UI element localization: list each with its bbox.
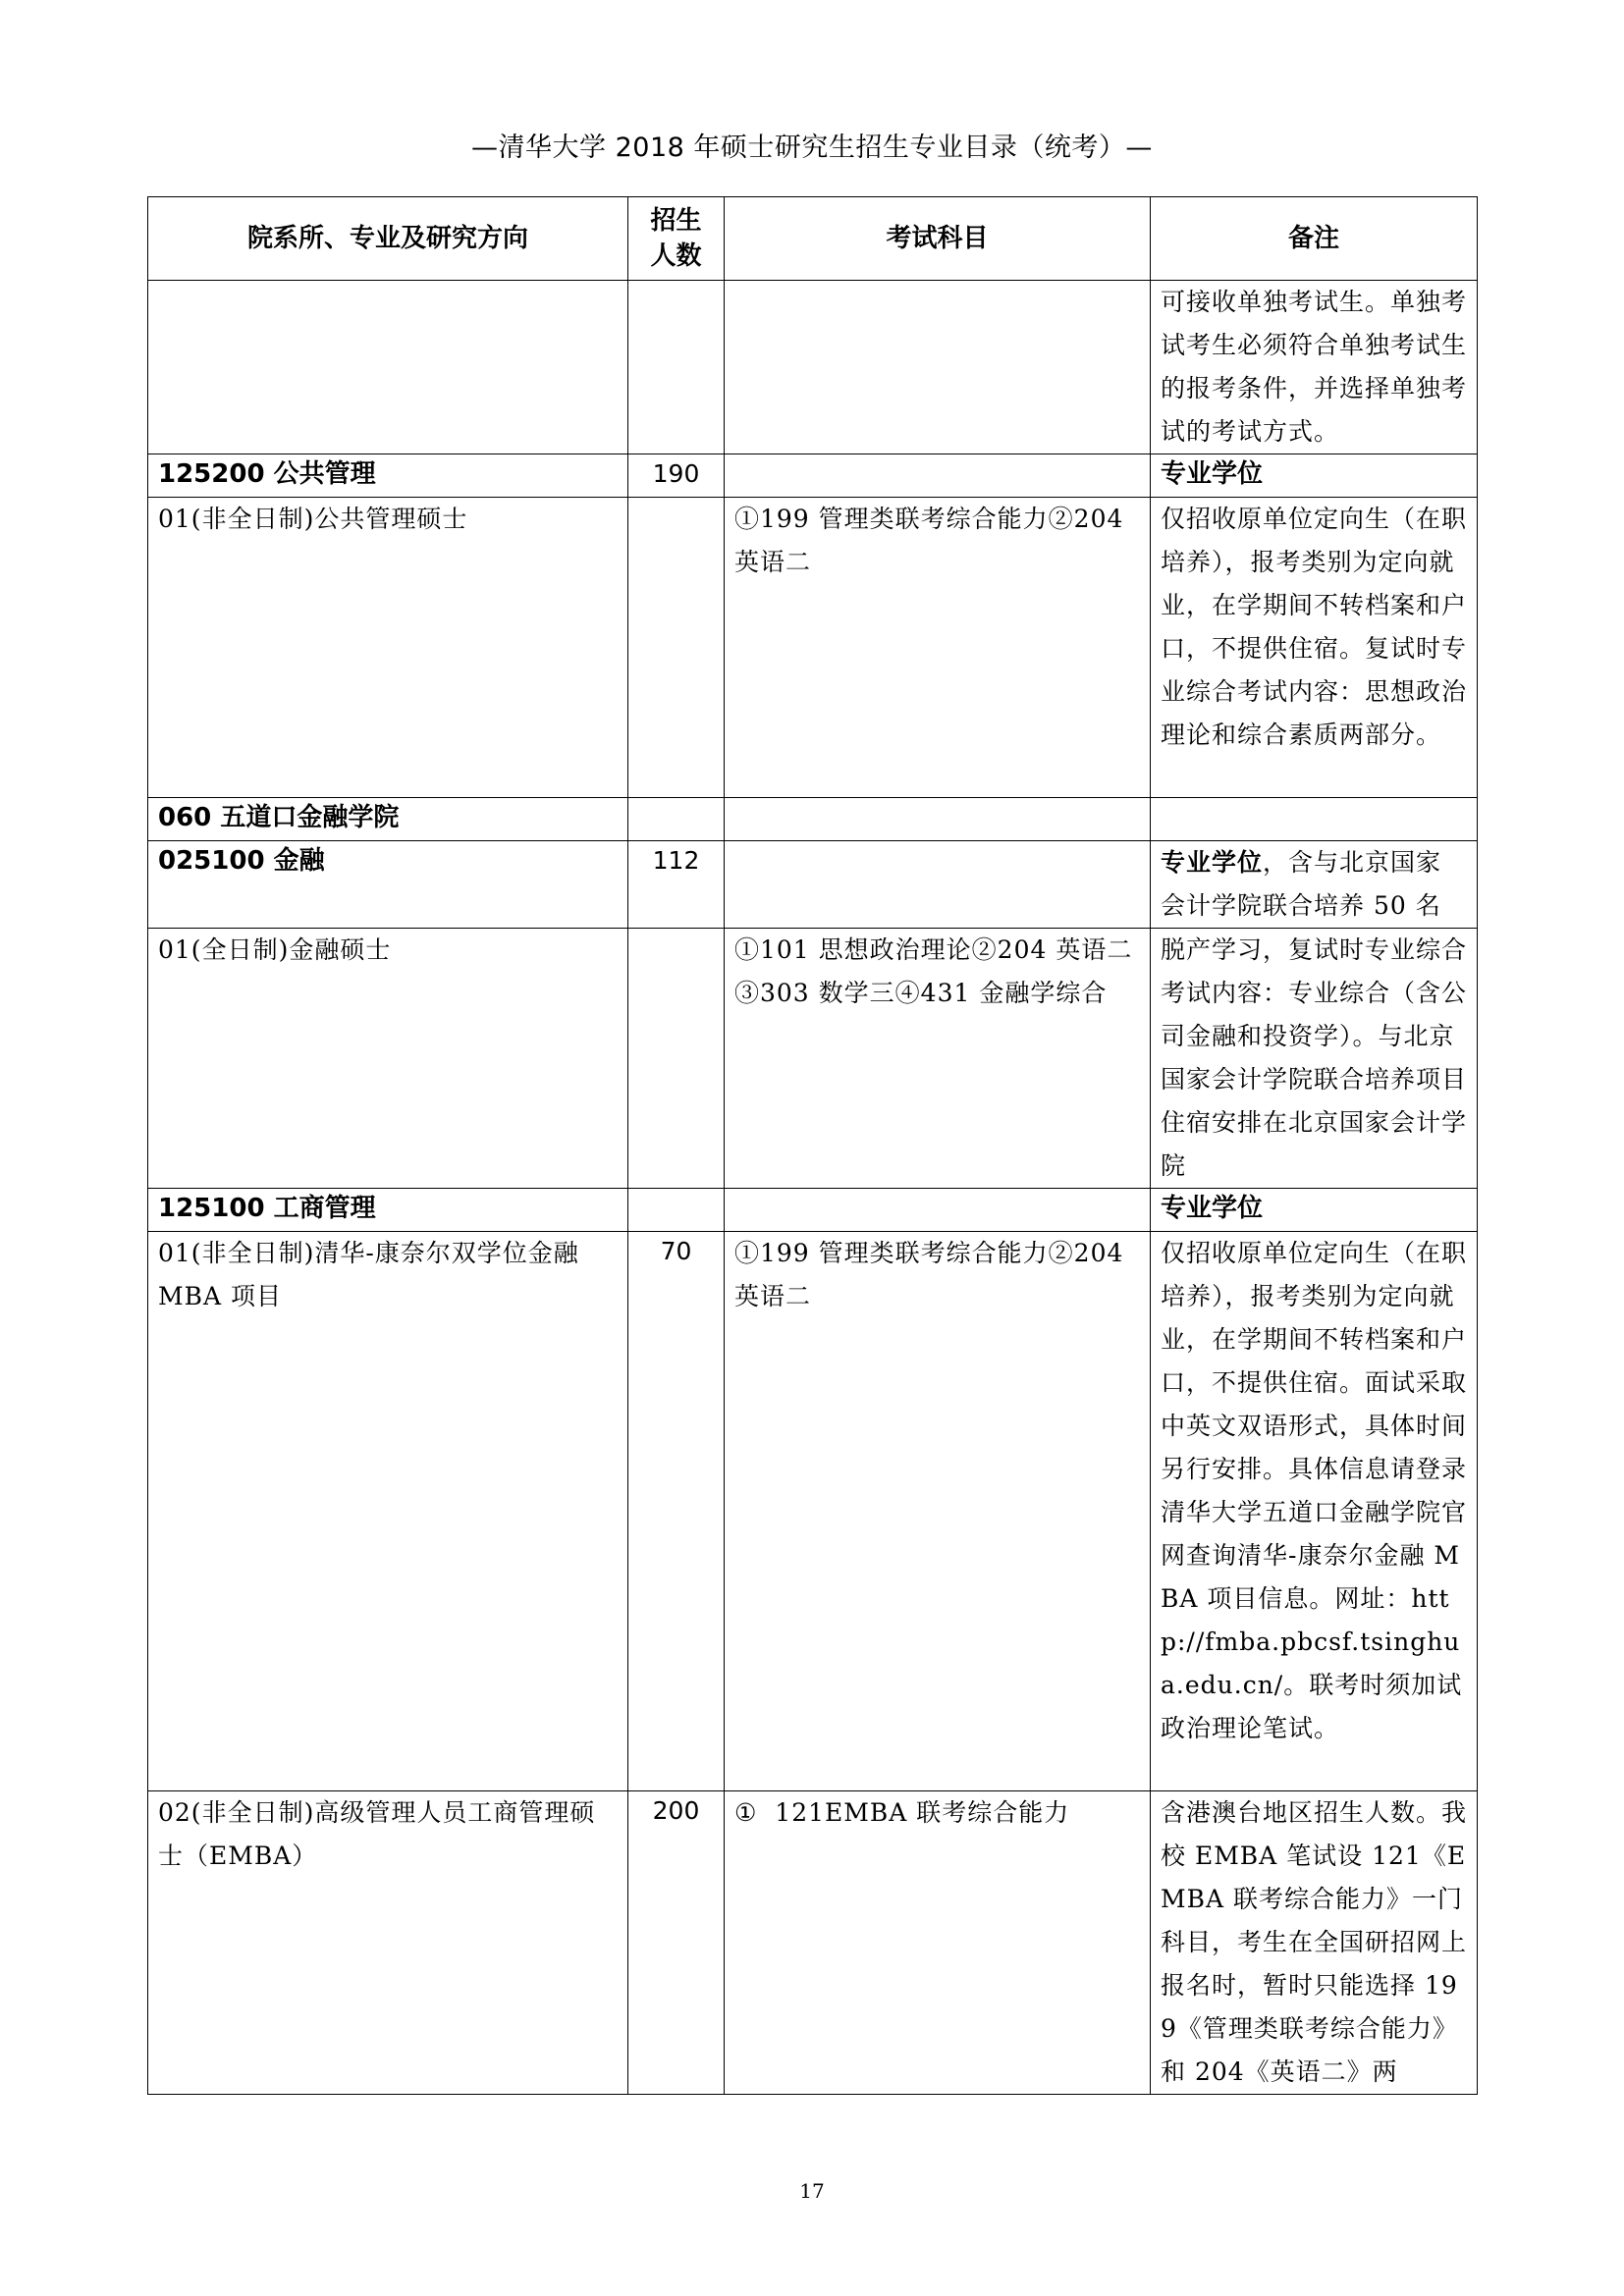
cell-major: 01(非全日制)清华-康奈尔双学位金融 MBA 项目: [148, 1232, 628, 1791]
cell-major: 060 五道口金融学院: [148, 798, 628, 841]
cell-subjects: [725, 454, 1151, 498]
table-row: [148, 1232, 1478, 1791]
table-row: [148, 841, 1478, 929]
cell-major: [148, 281, 628, 454]
header-major: 院系所、专业及研究方向: [148, 197, 628, 281]
cell-count: [628, 281, 725, 454]
note-degree-type: 专业学位: [1161, 848, 1264, 877]
cell-note: [1151, 798, 1478, 841]
cell-subjects: ①199 管理类联考综合能力②204 英语二: [725, 498, 1151, 798]
table-row: [148, 498, 1478, 798]
catalog-table: [147, 196, 1478, 2095]
cell-subjects: [725, 841, 1151, 929]
cell-major: 125200 公共管理: [148, 454, 628, 498]
cell-subjects: [725, 798, 1151, 841]
cell-note: 可接收单独考试生。单独考试考生必须符合单独考试生的报考条件，并选择单独考试的考试方式。: [1151, 281, 1478, 454]
cell-subjects: [725, 281, 1151, 454]
table-row: [148, 281, 1478, 454]
cell-subjects: [725, 1189, 1151, 1232]
cell-major: 01(非全日制)公共管理硕士: [148, 498, 628, 798]
cell-note: [1151, 841, 1478, 929]
cell-note: 含港澳台地区招生人数。我校 EMBA 笔试设 121《EMBA 联考综合能力》一门科目，考生在全国研招网上报名时，暂时只能选择 199《管理类联考综合能力》和 204《英语二》两: [1151, 1791, 1478, 2095]
table-row: [148, 1791, 1478, 2095]
table-row: [148, 1189, 1478, 1232]
note-detail: ，含与北京国家会计学院联合培养 50 名: [1161, 848, 1442, 920]
cell-count: 70: [628, 1232, 725, 1791]
cell-note: 仅招收原单位定向生（在职培养），报考类别为定向就业，在学期间不转档案和户口，不提供住宿。复试时专业综合考试内容：思想政治理论和综合素质两部分。: [1151, 498, 1478, 798]
cell-major: 025100 金融: [148, 841, 628, 929]
cell-major: 01(全日制)金融硕士: [148, 929, 628, 1189]
header-count: 招生人数: [628, 197, 725, 281]
cell-note: 仅招收原单位定向生（在职培养），报考类别为定向就业，在学期间不转档案和户口，不提供住宿。面试采取中英文双语形式，具体时间另行安排。具体信息请登录清华大学五道口金融学院官网查询清华-康奈尔金融 MBA 项目信息。网址：http://fmba.pbcsf.tsinghua.edu.cn/。联考时须加试政治理论笔试。: [1151, 1232, 1478, 1791]
cell-note: 脱产学习，复试时专业综合考试内容：专业综合（含公司金融和投资学）。与北京国家会计学院联合培养项目住宿安排在北京国家会计学院: [1151, 929, 1478, 1189]
cell-subjects: ① 121EMBA 联考综合能力: [725, 1791, 1151, 2095]
page-title: —清华大学 2018 年硕士研究生招生专业目录（统考）—: [471, 133, 1153, 163]
cell-note: 专业学位: [1151, 454, 1478, 498]
table-row: [148, 798, 1478, 841]
cell-count: [628, 498, 725, 798]
cell-subjects: ①199 管理类联考综合能力②204 英语二: [725, 1232, 1151, 1791]
cell-major: 125100 工商管理: [148, 1189, 628, 1232]
cell-note: 专业学位: [1151, 1189, 1478, 1232]
cell-count: 190: [628, 454, 725, 498]
page-number: 17: [799, 2179, 825, 2203]
header-subjects: 考试科目: [725, 197, 1151, 281]
cell-count: [628, 798, 725, 841]
cell-count: [628, 929, 725, 1189]
cell-subjects: ①101 思想政治理论②204 英语二③303 数学三④431 金融学综合: [725, 929, 1151, 1189]
cell-count: 200: [628, 1791, 725, 2095]
header-notes: 备注: [1151, 197, 1478, 281]
table-row: [148, 929, 1478, 1189]
cell-count: 112: [628, 841, 725, 929]
cell-count: [628, 1189, 725, 1232]
header-row: [148, 197, 1478, 281]
cell-major: 02(非全日制)高级管理人员工商管理硕士（EMBA）: [148, 1791, 628, 2095]
table-row: [148, 454, 1478, 498]
